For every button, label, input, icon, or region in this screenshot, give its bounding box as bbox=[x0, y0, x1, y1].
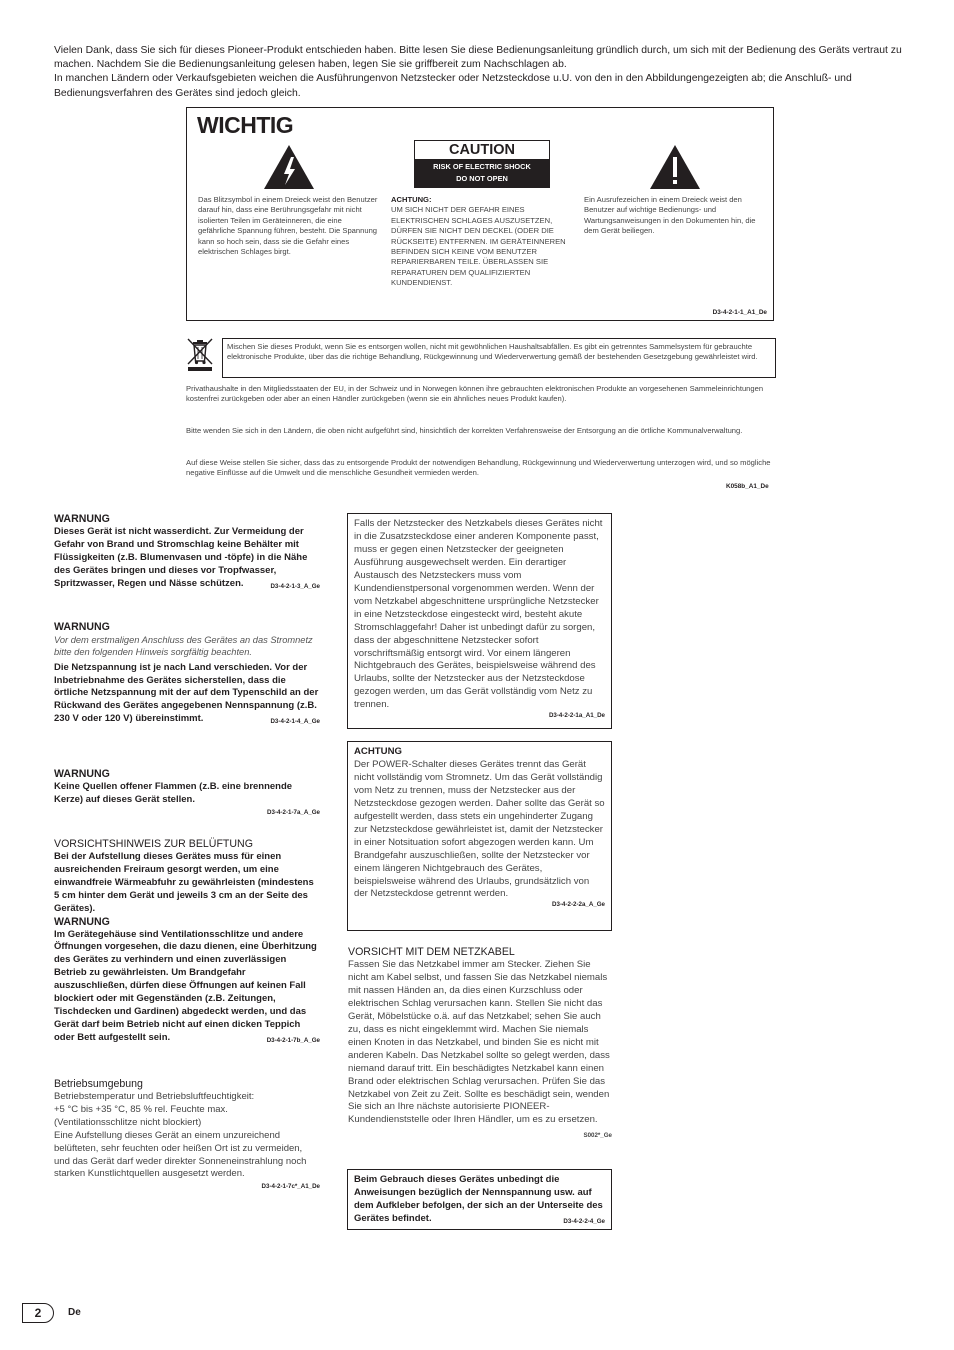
warnung-openings-code: D3-4-2-1-7b_A_Ge bbox=[266, 1036, 320, 1044]
nennspannung-code: D3-4-2-2-4_Ge bbox=[563, 1217, 605, 1225]
warnung-flame-code: D3-4-2-1-7a_A_Ge bbox=[267, 808, 320, 816]
warnung-openings-text: Im Gerätegehäuse sind Ventilationsschlitze und andere Öffnungen vorgesehen, die dazu dienen, eine Überhitzung des Gerätes zu verhindern und einen zuverlässigen Betrieb zu gewährleisten. Um Brandgefahr auszuschließen, dürfen diese Öffnungen auf keinen Fall blockiert oder mit Gegenständen (z.B. Zeitungen, Tischdecken und Gardinen) abgedeckt werden, und das Gerät darf beim Betrieb nicht auf einen dicken Teppich oder Bett aufgestellt sein. D3-4-2-1-7b_A_Ge bbox=[54, 929, 320, 1045]
ventilation-title: VORSICHTSHINWEIS ZUR BELÜFTUNG bbox=[54, 838, 253, 850]
caution-line-2: DO NOT OPEN bbox=[456, 173, 508, 183]
achtung-power-code: D3-4-2-2-2a_A_Ge bbox=[552, 901, 605, 909]
nennspannung-text: Beim Gebrauch dieses Gerätes unbedingt die Anweisungen bezüglich der Nennspannung usw. auf dem Aufkleber befolgen, der sich an der Unterseite des Gerätes befindet. D3-4-2-2-4_Ge bbox=[354, 1174, 605, 1226]
achtung-power-title: ACHTUNG bbox=[354, 746, 402, 757]
betriebsumgebung-line-1: Betriebstemperatur und Betriebsluftfeuchtigkeit: bbox=[54, 1091, 255, 1102]
weee-notice-box bbox=[222, 338, 776, 378]
netzkabel-title: VORSICHT MIT DEM NETZKABEL bbox=[348, 946, 515, 958]
warnung-voltage-text: Die Netzspannung ist je nach Land verschieden. Vor der Inbetriebnahme des Gerätes sicherstellen, dass die örtliche Netzspannung mit der auf dem Typenschild an der Rückwand des Gerätes angegebenen Nennspannung (z.B. 230 V oder 120 V) übereinstimmt. D3-4-2-1-4_A_Ge bbox=[54, 662, 320, 727]
lightning-warning-icon bbox=[263, 144, 315, 190]
netzstecker-code: D3-4-2-2-1a_A1_De bbox=[548, 712, 605, 720]
ventilation-text: Bei der Aufstellung dieses Gerätes muss für einen ausreichenden Freiraum gesorgt werden, um eine einwandfreie Wärmeabfuhr zu gewährleisten (mindestens 5 cm hinter dem Gerät und jeweils 3 cm an der Seite des Gerätes). bbox=[54, 851, 314, 914]
warnung-voltage-section bbox=[54, 621, 320, 729]
achtung-label: ACHTUNG: bbox=[391, 195, 432, 204]
netzkabel-section bbox=[348, 946, 612, 1143]
crossed-bin-icon bbox=[186, 337, 214, 371]
betriebsumgebung-section bbox=[54, 1078, 320, 1190]
weee-notice-text: Mischen Sie dieses Produkt, wenn Sie es entsorgen wollen, nicht mit gewöhnlichen Haushaltsabfällen. Es gibt ein getrenntes Sammelsystem für gebrauchte elektronische Produkte, über das die richtige Behandlung, Rückgewinnung und Wiederverwertung gemäß der bestehenden Gesetzgebung gewährleistet wird. bbox=[227, 342, 758, 362]
warnung-water-code: D3-4-2-1-3_A_Ge bbox=[270, 582, 320, 590]
betriebsumgebung-line-2: +5 °C bis +35 °C, 85 % rel. Feuchte max. bbox=[54, 1103, 228, 1115]
betriebsumgebung-code: D3-4-2-1-7c*_A1_De bbox=[261, 1183, 320, 1191]
achtung-block bbox=[391, 195, 573, 289]
page-number: 2 bbox=[22, 1303, 54, 1323]
betriebsumgebung-title: Betriebsumgebung bbox=[54, 1078, 143, 1090]
nennspannung-box bbox=[347, 1169, 612, 1230]
ventilation-section bbox=[54, 838, 320, 1048]
betriebsumgebung-line-3: (Ventilationsschlitze nicht blockiert) bbox=[54, 1116, 202, 1128]
warnung-title: WARNUNG bbox=[54, 513, 110, 525]
caution-banner bbox=[415, 159, 549, 187]
warnung-flame-text: Keine Quellen offener Flammen (z.B. eine brennende Kerze) auf dieses Gerät stellen. bbox=[54, 781, 293, 805]
lightning-explanation: Das Blitzsymbol in einem Dreieck weist den Benutzer darauf hin, dass eine Berührungsgefahr mit nicht isolierten Teilen im Geräteinneren, die eine gefährliche Spannung führen, besteht. Die Spannung kann so hoch sein, dass sie die Gefahr eines elektrischen Schlages birgt. bbox=[198, 195, 378, 257]
exclamation-explanation: Ein Ausrufezeichen in einem Dreieck weist den Benutzer auf wichtige Bedienungs- und Wartungsanweisungen in den Dokumenten hin, die dem Gerät beiliegen. bbox=[584, 195, 756, 236]
achtung-text: UM SICH NICHT DER GEFAHR EINES ELEKTRISCHEN SCHLAGES AUSZUSETZEN, DÜRFEN SIE NICHT DEN DECKEL (ODER DIE RÜCKSEITE) ENTFERNEN. IM GERÄTEINNEREN BEFINDEN SICH KEINE VOM BENUTZER REPARIERBAREN TEILE. ÜBERLASSEN SIE REPARATUREN DEM QUALIFIZIERTEN KUNDENDIENST. bbox=[391, 205, 566, 288]
warnung-voltage-code: D3-4-2-1-4_A_Ge bbox=[270, 718, 320, 726]
eu-paragraph-1: Privathaushalte in den Mitgliedsstaaten der EU, in der Schweiz und in Norwegen können ihre gebrauchten elektronischen Produkte an vorgesehenen Sammeleinrichtungen kostenfrei zurückgeben oder aber an einen Händler zurückgeben (wenn sie ein ähnliches neues Produkt kaufen). bbox=[186, 384, 764, 404]
language-code: De bbox=[68, 1307, 81, 1318]
warnung-title: WARNUNG bbox=[54, 768, 110, 780]
warnung-voltage-note: Vor dem erstmaligen Anschluss des Gerätes an das Stromnetz bitte den folgenden Hinweis sorgfältig beachten. bbox=[54, 635, 313, 658]
intro-text bbox=[54, 44, 904, 101]
betriebsumgebung-text: Eine Aufstellung dieses Gerät an einem unzureichend belüfteten, sehr feuchten oder heißen Ort ist zu vermeiden, und das Gerät darf weder direkter Sonneneinstrahlung noch starken Kunstlichtquellen ausgesetzt werden. bbox=[54, 1129, 307, 1180]
achtung-power-text: Der POWER-Schalter dieses Gerätes trennt das Gerät nicht vollständig vom Stromnetz. Um das Gerät vollständig vom Netz zu trennen, muss der Netzstecker aus der Netzsteckdose gezogen werden. Daher sollte das Gerät so aufgestellt werden, dass stets ein ungehinderter Zugang zur Netzsteckdose gewährleistet ist, damit der Netzstecker in einer Notsituation sofort abgezogen werden kann. Um Brandgefahr auszuschließen, sollte der Netzstecker vor einem längeren Nichtgebrauch des Gerätes, beispielsweise während des Urlaubs, grundsätzlich von der Netzsteckdose getrennt werden. bbox=[354, 758, 605, 900]
achtung-power-box bbox=[347, 741, 612, 931]
eu-paragraph-3: Auf diese Weise stellen Sie sicher, dass das zu entsorgende Produkt der notwendigen Behandlung, Rückgewinnung und Wiederverwertung unterzogen wird, und so mögliche negative Einflüsse auf die Umwelt und die menschliche Gesundheit vermieden werden. bbox=[186, 458, 771, 478]
caution-line-1: RISK OF ELECTRIC SHOCK bbox=[433, 162, 531, 171]
warnung-title: WARNUNG bbox=[54, 915, 110, 928]
warnung-flame-section bbox=[54, 768, 320, 816]
netzkabel-code: S002*_Ge bbox=[583, 1132, 612, 1140]
intro-paragraph-2: In manchen Ländern oder Verkaufsgebieten weichen die Ausführungenvon Netzstecker oder Netzsteckdose u.U. von den in den Abbildungengezeigten ab; die Anschluß- und Bedienungsverfahren des Gerätes sind jedoch gleich. bbox=[54, 73, 852, 99]
warnung-title: WARNUNG bbox=[54, 621, 110, 633]
netzstecker-text: Falls der Netzstecker des Netzkabels dieses Gerätes nicht in die Zusatzsteckdose einer anderen Komponente passt, muss er gegen einen Netzstecker der geeigneten Ausführung ausgewechselt werden. Ein derartiger Austausch des Netzsteckers muss vom Kundendienstpersonal vorgenommen werden. Wenn der vom Netzkabel abgeschnittene ursprüngliche Netzstecker in eine Netzsteckdose eingesteckt wird, besteht akute Stromschlaggefahr! Daher ist unbedingt dafür zu sorgen, dass der abgeschnittene Netzstecker sofort vorschriftsmäßig entsorgt wird. Vor einem längeren Nichtgebrauch des Gerätes, beispielsweise während des Urlaubs, sollte der Netzstecker aus der Netzsteckdose gezogen werden, um das Gerät vollständig vom Netz zu trennen. bbox=[354, 518, 603, 711]
wichtig-title: WICHTIG bbox=[197, 112, 294, 138]
intro-paragraph-1: Vielen Dank, dass Sie sich für dieses Pioneer-Produkt entschieden haben. Bitte lesen Sie diese Bedienungsanleitung gründlich durch, um sich mit der Bedienung des Geräts vertraut zu machen. Nachdem Sie die Bedienungsanleitung gelesen haben, legen Sie sie griffbereit zum Nachschlagen ab. bbox=[54, 45, 902, 71]
wichtig-box bbox=[186, 107, 774, 321]
wichtig-code: D3-4-2-1-1_A1_De bbox=[712, 309, 767, 316]
netzkabel-text: Fassen Sie das Netzkabel immer am Stecker. Ziehen Sie nicht am Kabel selbst, und fassen Sie das Netzkabel niemals mit nassen Händen an, da dies einen Kurzschluss oder elektrischen Schlag verursachen kann. Stellen Sie nicht das Gerät, Möbelstücke o.ä. auf das Netzkabel; sehen Sie auch zu, dass es nicht eingeklemmt wird. Machen Sie niemals einen Knoten in das Netzkabel, und binden Sie es nicht mit anderen Kabeln. Das Netzkabel sollte so gelegt werden, dass niemand darauf tritt. Ein beschädigtes Netzkabel kann einen Brand oder elektrischen Schlag verursachen. Prüfen Sie das Netzkabel von Zeit zu Zeit. Sollte es beschädigt sein, wenden Sie sich an Ihre nächste autorisierte PIONEER-Kundendienststelle oder Ihren Händler, um es zu ersetzen. S002*_Ge bbox=[348, 959, 612, 1127]
caution-title: CAUTION bbox=[448, 142, 516, 158]
eu-paragraph-2: Bitte wenden Sie sich in den Ländern, die oben nicht aufgeführt sind, hinsichtlich der korrekten Verfahrensweise der Entsorgung an die örtliche Kommunalverwaltung. bbox=[186, 426, 743, 435]
exclamation-warning-icon bbox=[649, 144, 701, 190]
warnung-water-section bbox=[54, 513, 320, 594]
weee-code: K058b_A1_De bbox=[726, 483, 769, 490]
warnung-water-text: Dieses Gerät ist nicht wasserdicht. Zur Vermeidung der Gefahr von Brand und Stromschlag keine Behälter mit Flüssigkeiten (z.B. Blumenvasen und -töpfe) in die Nähe des Gerätes bringen und dieses vor Tropfwasser, Spritzwasser, Regen und Nässe schützen. D3-4-2-1-3_A_Ge bbox=[54, 526, 320, 591]
caution-label bbox=[414, 140, 550, 188]
netzstecker-box bbox=[347, 513, 612, 729]
